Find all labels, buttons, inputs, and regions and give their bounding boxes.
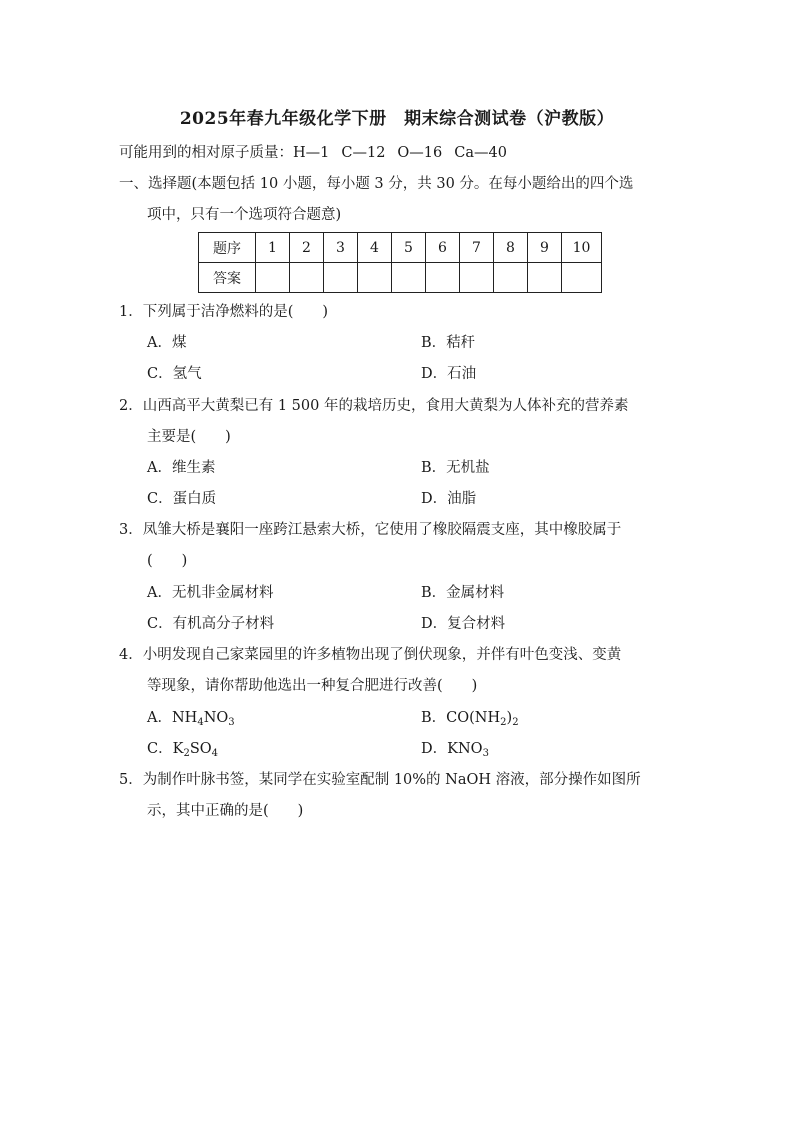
question-number-cell: 4 (358, 233, 392, 263)
answer-cell[interactable] (460, 263, 494, 293)
question-2-option-b: B．无机盐 (421, 460, 490, 476)
question-5-stem-continued: 示，其中正确的是( ) (147, 803, 304, 819)
answer-cell[interactable] (358, 263, 392, 293)
answer-table-header-row (199, 233, 602, 263)
answer-cell[interactable] (562, 263, 602, 293)
question-2-option-d: D．油脂 (421, 491, 477, 507)
question-1-stem: 1．下列属于洁净燃料的是( ) (119, 304, 329, 320)
atomic-mass-h: H—1 (293, 145, 330, 161)
answer-cell[interactable] (256, 263, 290, 293)
question-number-cell: 9 (528, 233, 562, 263)
answer-cell[interactable] (290, 263, 324, 293)
question-number-cell: 7 (460, 233, 494, 263)
answer-cell[interactable] (528, 263, 562, 293)
question-4-stem-continued: 等现象，请你帮助他选出一种复合肥进行改善( ) (147, 678, 478, 694)
question-number-cell: 10 (562, 233, 602, 263)
answer-table-header-label: 题序 (199, 233, 256, 263)
atomic-masses-label: 可能用到的相对原子质量： (119, 145, 293, 161)
section-heading: 一、选择题(本题包括 10 小题，每小题 3 分，共 30 分。在每小题给出的四个选 (119, 176, 634, 192)
answer-cell[interactable] (392, 263, 426, 293)
question-5-stem: 5．为制作叶脉书签，某同学在实验室配制 10%的 NaOH 溶液，部分操作如图所 (119, 772, 641, 788)
question-number-cell: 3 (324, 233, 358, 263)
question-number-cell: 6 (426, 233, 460, 263)
question-2-stem: 2．山西高平大黄梨已有 1 500 年的栽培历史，食用大黄梨为人体补充的营养素 (119, 398, 629, 414)
answer-table-answer-row (199, 263, 602, 293)
question-3-stem: 3．凤雏大桥是襄阳一座跨江悬索大桥，它使用了橡胶隔震支座，其中橡胶属于 (119, 522, 622, 538)
question-2-option-c: C．蛋白质 (147, 491, 217, 507)
answer-cell[interactable] (426, 263, 460, 293)
answer-cell[interactable] (324, 263, 358, 293)
question-1-option-a: A．煤 (147, 335, 187, 351)
answer-cell[interactable] (494, 263, 528, 293)
question-3-option-a: A．无机非金属材料 (147, 585, 274, 601)
question-4-option-b: B．$CO(NH_2)_2$ (421, 710, 519, 728)
question-2-option-a: A．维生素 (147, 460, 216, 476)
question-3-stem-continued: ( ) (147, 553, 188, 569)
question-4-stem: 4．小明发现自己家菜园里的许多植物出现了倒伏现象，并伴有叶色变浅、变黄 (119, 647, 622, 663)
question-number-cell: 2 (290, 233, 324, 263)
atomic-mass-c: C—12 (341, 145, 386, 161)
question-3-option-d: D．复合材料 (421, 616, 506, 632)
question-3-option-b: B．金属材料 (421, 585, 505, 601)
question-3-option-c: C．有机高分子材料 (147, 616, 275, 632)
question-4-option-c: C．$K_2SO_4$ (147, 741, 219, 759)
question-4-option-d: D．$KNO_3$ (421, 741, 489, 759)
question-1-option-d: D．石油 (421, 366, 477, 382)
question-1-option-c: C．氢气 (147, 366, 202, 382)
question-2-stem-continued: 主要是( ) (147, 429, 231, 445)
question-number-cell: 1 (256, 233, 290, 263)
atomic-mass-ca: Ca—40 (454, 145, 507, 161)
question-1-option-b: B．秸秆 (421, 335, 476, 351)
page-title: 2025年春九年级化学下册 期末综合测试卷（沪教版） (179, 109, 615, 129)
section-heading-continued: 项中，只有一个选项符合题意) (147, 207, 342, 223)
question-4-option-a: A．$NH_4NO_3$ (147, 710, 235, 728)
atomic-masses-line (119, 143, 507, 163)
question-number-cell: 5 (392, 233, 426, 263)
atomic-mass-o: O—16 (397, 145, 443, 161)
question-number-cell: 8 (494, 233, 528, 263)
answer-table (198, 232, 602, 293)
answer-table-answer-label: 答案 (199, 263, 256, 293)
